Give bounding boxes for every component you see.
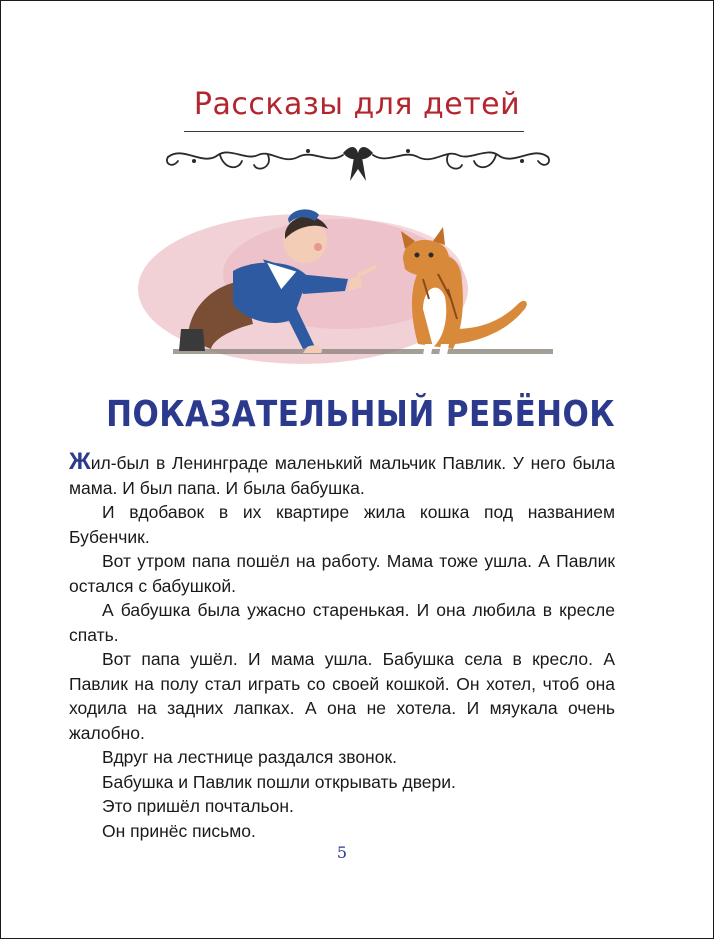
boy-and-cat-illustration xyxy=(93,179,623,401)
page-number: 5 xyxy=(336,843,348,862)
paragraph: Вот утром папа пошёл на работу. Мама тоже ушла. А Павлик остался с бабушкой. xyxy=(69,551,615,596)
story-title: ПОКАЗАТЕЛЬНЫЙ РЕБЁНОК xyxy=(106,394,616,435)
drop-cap: Ж xyxy=(69,448,91,475)
paragraph-text: ил-был в Ленинграде маленький мальчик Павлик. У него была мама. И был папа. И была бабушка. xyxy=(69,453,615,498)
paragraph: Он принёс письмо. xyxy=(102,820,256,841)
paragraph: Вот папа ушёл. И мама ушла. Бабушка села в кресло. А Павлик на полу стал играть со своей кошкой. Он хотел, чтоб она ходила на задних лапках. А она не хотела. И мяукала очень жалобно. xyxy=(69,649,615,743)
paragraph: Это пришёл почтальон. xyxy=(102,796,294,816)
paragraph: А бабушка была ужасно старенькая. И она любила в кресле спать. xyxy=(69,600,615,645)
paragraph: Бабушка и Павлик пошли открывать двери. xyxy=(102,771,456,792)
story-text xyxy=(69,448,615,843)
paragraph xyxy=(69,448,615,500)
header-rule xyxy=(184,131,524,132)
paragraph: И вдобавок в их квартире жила кошка под названием Бубенчик. xyxy=(69,502,615,547)
paragraph: Вдруг на лестнице раздался звонок. xyxy=(102,747,397,767)
running-title: Рассказы для детей xyxy=(193,87,521,122)
